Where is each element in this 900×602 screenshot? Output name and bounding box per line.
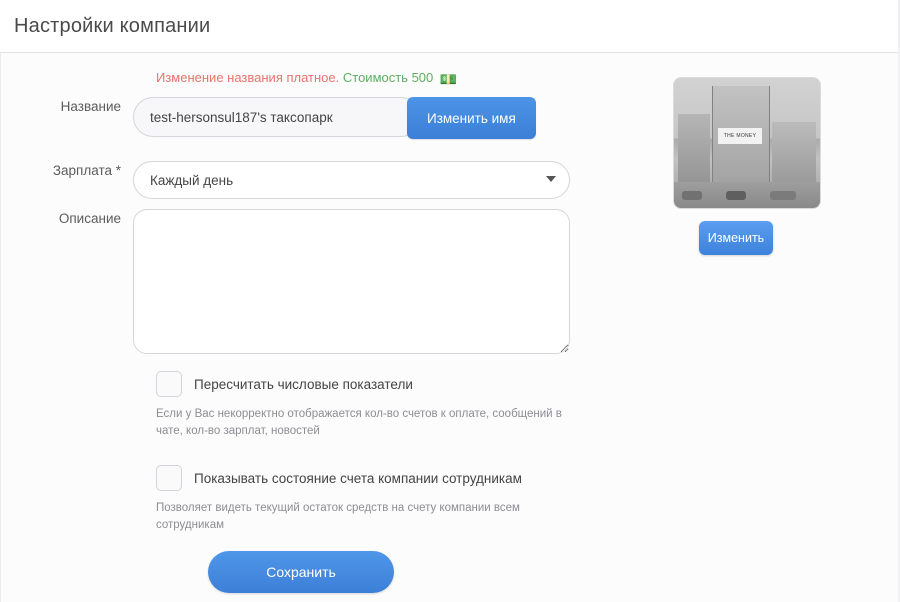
page-title: Настройки компании xyxy=(14,14,211,37)
show-balance-checkbox-block xyxy=(156,465,576,534)
save-button[interactable]: Сохранить xyxy=(208,551,394,593)
rename-cost-notice xyxy=(156,70,457,88)
car-icon xyxy=(726,191,746,200)
company-name-row xyxy=(1,97,536,139)
salary-select[interactable] xyxy=(133,161,570,199)
billboard-sign: THE MONEY xyxy=(718,128,762,144)
company-logo-column xyxy=(673,77,819,255)
description-label: Описание xyxy=(58,211,121,226)
recount-checkbox-block xyxy=(156,371,576,440)
show-balance-checkbox-label: Показывать состояние счета компании сотрудникам xyxy=(194,470,522,486)
rename-cost-text: Стоимость 500 xyxy=(342,70,434,85)
salary-row xyxy=(1,161,570,199)
recount-checkbox-label: Пересчитать числовые показатели xyxy=(194,376,413,392)
salary-label: Зарплата * xyxy=(52,163,121,178)
show-balance-checkbox-line xyxy=(156,465,576,491)
recount-checkbox-line xyxy=(156,371,576,397)
show-balance-checkbox[interactable] xyxy=(156,465,182,491)
page-header xyxy=(0,0,900,53)
rename-warning-text: Изменение названия платное. xyxy=(156,70,340,85)
building-left xyxy=(678,114,710,190)
car-icon xyxy=(770,191,796,200)
description-textarea[interactable] xyxy=(133,209,570,354)
settings-content xyxy=(0,53,900,602)
company-logo-image xyxy=(674,78,820,208)
description-row xyxy=(1,209,570,354)
rename-button[interactable]: Изменить имя xyxy=(407,97,536,139)
company-logo-frame xyxy=(673,77,821,209)
company-name-label: Название xyxy=(60,99,121,114)
salary-select-wrap xyxy=(133,161,570,199)
change-logo-button[interactable]: Изменить xyxy=(699,221,773,255)
recount-checkbox-hint: Если у Вас некорректно отображается кол-во счетов к оплате, сообщений в чате, кол-во зарплат, новостей xyxy=(156,408,562,437)
money-icon: 💵 xyxy=(439,71,458,87)
car-icon xyxy=(682,191,702,200)
company-name-input[interactable] xyxy=(133,97,421,137)
building-right xyxy=(772,122,816,190)
show-balance-checkbox-hint: Позволяет видеть текущий остаток средств на счету компании всем сотрудникам xyxy=(156,502,520,531)
recount-checkbox[interactable] xyxy=(156,371,182,397)
